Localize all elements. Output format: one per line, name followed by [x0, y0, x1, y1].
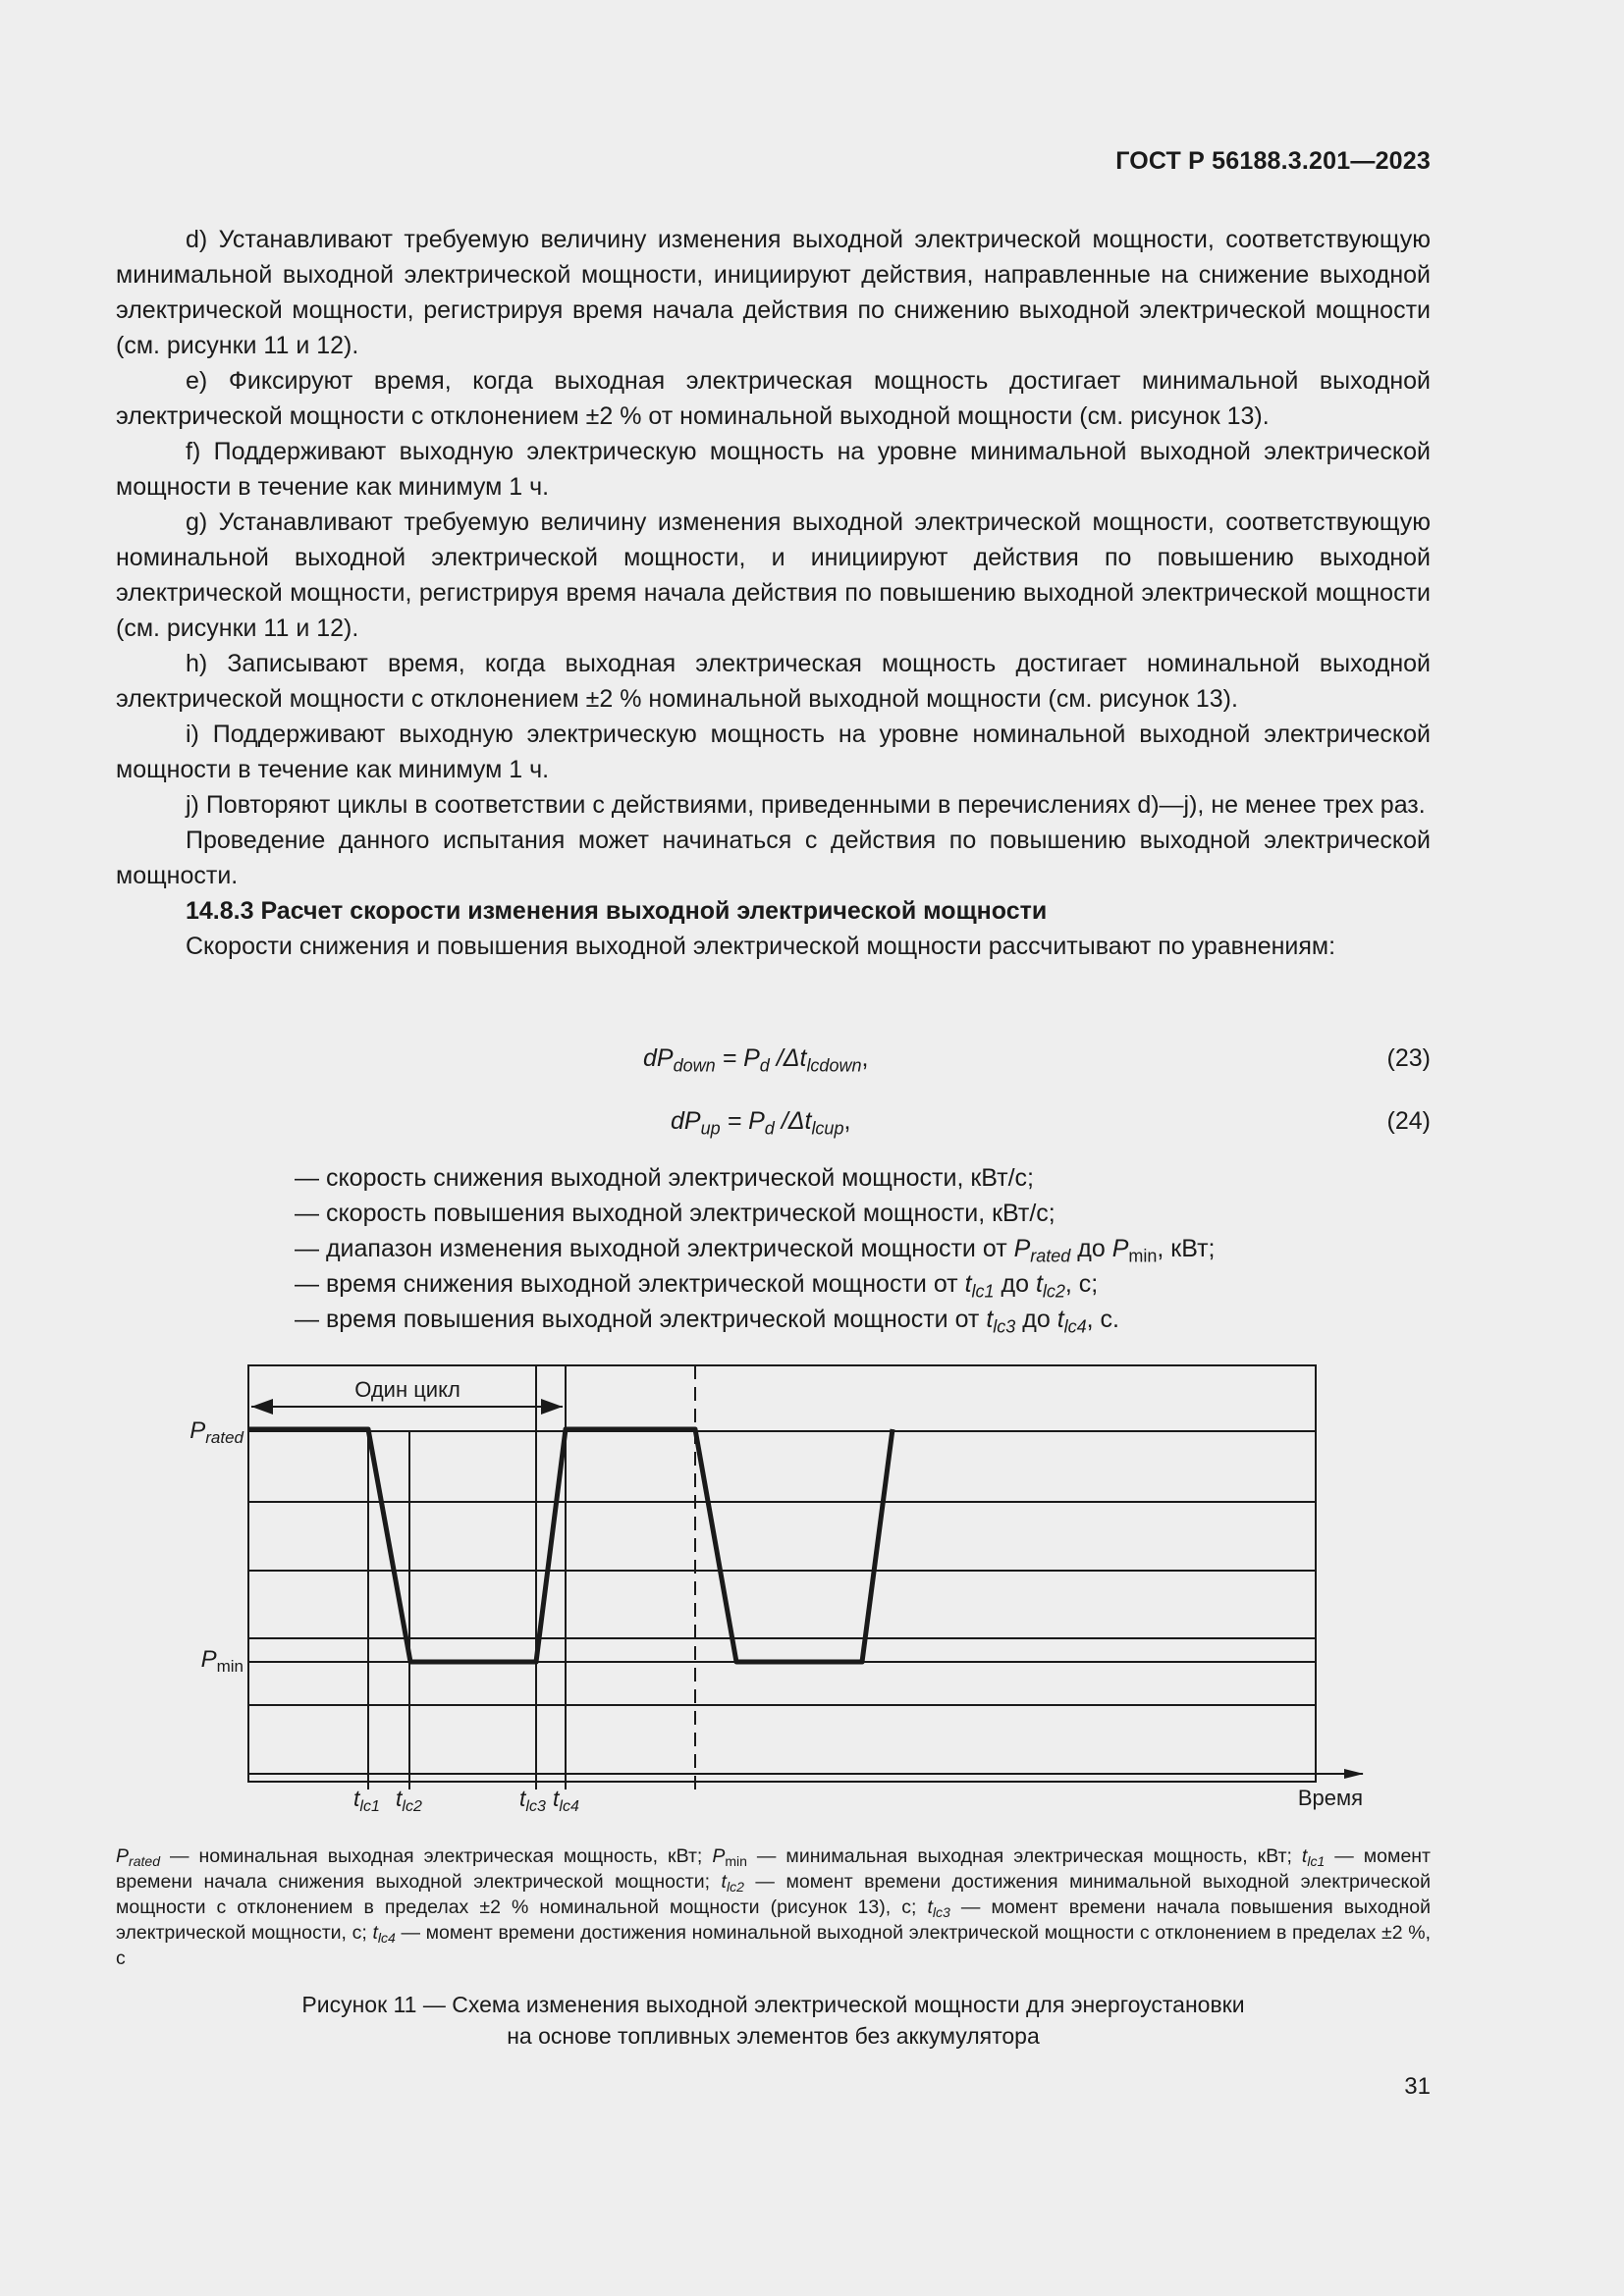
- power-cycle-figure: [167, 1355, 1375, 1816]
- figure-legend: $P_{rated}$ — номинальная выходная электрическая мощность, кВт; $P_{min}$ — минимальная выходная электрическая мощность, кВт; $t_{lc1}$ — момент времени начала снижения выходной электрической мощности; $t_{lc2}$ — момент времени достижения минимальной выходной электрической мощности с отклонением в пределах ±2 % номинальной мощности (рисунок 13), с; $t_{lc3}$ — момент времени начала повышения выходной электрической мощности, с; $t_{lc4}$ — момент времени достижения номинальной выходной электрической мощности с отклонением в пределах ±2 %, с: [116, 1845, 1432, 1969]
- y-label-pmin: $P_{min}$: [200, 1646, 244, 1676]
- document-header: ГОСТ Р 56188.3.201—2023: [1115, 147, 1431, 175]
- y-label-prated: $P_{rated}$: [189, 1417, 244, 1447]
- body-text: [116, 222, 1431, 964]
- equation-23: $dP_{down} = P_d$ $/\Delta t_{lcdown}$,: [643, 1044, 869, 1076]
- paragraph-h: h) Записывают время, когда выходная электрическая мощность достигает номинальной выходной электрической мощности с отклонением ±2 % номинальной выходной мощности (см. рисунок 13).: [116, 650, 1431, 713]
- power-profile-line: [248, 1429, 893, 1662]
- t-marker-lc2: $t_{lc2}$: [396, 1786, 422, 1815]
- page-number: 31: [1404, 2073, 1431, 2100]
- equation-24: $dP_{up} = P_d$ $/\Delta t_{lcup}$,: [671, 1107, 851, 1139]
- cycle-label: Один цикл: [354, 1377, 460, 1402]
- paragraph-start-note: Проведение данного испытания может начинаться с действия по повышению выходной электрической мощности.: [116, 827, 1431, 889]
- paragraph-f: f) Поддерживают выходную электрическую мощность на уровне минимальной выходной электрической мощности в течение как минимум 1 ч.: [116, 438, 1431, 501]
- t-marker-lc3: $t_{lc3}$: [519, 1786, 546, 1815]
- paragraph-i: i) Поддерживают выходную электрическую мощность на уровне номинальной выходной электрической мощности в течение как минимум 1 ч.: [116, 721, 1431, 783]
- x-axis-label: Время: [1297, 1786, 1363, 1810]
- t-marker-lc4: $t_{lc4}$: [553, 1786, 579, 1815]
- paragraph-j: j) Повторяют циклы в соответствии с действиями, приведенными в перечислениях d)—j), не менее трех раз.: [186, 791, 1426, 819]
- equation-24-number: (24): [1386, 1107, 1431, 1135]
- paragraph-e: e) Фиксируют время, когда выходная электрическая мощность достигает минимальной выходной электрической мощности с отклонением ±2 % от номинальной выходной мощности (см. рисунок 13).: [116, 367, 1431, 430]
- paragraph-g: g) Устанавливают требуемую величину изменения выходной электрической мощности, соответствующую номинальной выходной электрической мощности, и инициируют действия по повышению выходной электрической мощности, регистрируя время начала действия по повышению выходной электрической мощности (см. рисунки 11 и 12).: [116, 508, 1431, 642]
- t-marker-lc1: $t_{lc1}$: [353, 1786, 380, 1815]
- paragraph-d: d) Устанавливают требуемую величину изменения выходной электрической мощности, соответствующую минимальной выходной электрической мощности, инициируют действия, направленные на снижение выходной электрической мощности, регистрируя время начала действия по снижению выходной электрической мощности (см. рисунки 11 и 12).: [116, 226, 1431, 359]
- document-page: ГОСТ Р 56188.3.201—2023 d) Устанавливают требуемую величину изменения выходной электрической мощности, соответствующую минимальной выходной электрической мощности, инициируют действия, направленные на снижение выходной электрической мощности, регистрируя время начала действия по снижению выходной электрической мощности (см. рисунки 11 и 12). e) Фиксируют время, когда выходная электрическая мощность достигает минимальной выходной электрической мощности с отклонением ±2 % от номинальной выходной мощности (см. рисунок 13). f) Поддерживают выходную электрическую мощность на уровне минимальной выходной электрической мощности в течение как минимум 1 ч. g) Устанавливают требуемую величину изменения выходной электрической мощности, соответствующую номинальной выходной электрической мощности, и инициируют действия по повышению выходной электрической мощности, регистрируя время начала действия по повышению выходной электрической мощности (см. рисунки 11 и 12). h) Записывают время, когда выходная электрическая мощность достигает номинальной выходной электрической мощности с отклонением ±2 % номинальной выходной мощности (см. рисунок 13). i) Поддерживают выходную электрическую мощность на уровне номинальной выходной электрической мощности в течение как минимум 1 ч. j) Повторяют циклы в соответствии с действиями, приведенными в перечислениях d)—j), не менее трех раз. Проведение данного испытания может начинаться с действия по повышению выходной электрической мощности. 14.8.3 Расчет скорости изменения выходной электрической мощности Скорости снижения и повышения выходной электрической мощности рассчитывают по уравнениям: $dP_{down} = P_d$ $/\Delta t_{lcdown}$, (23) $dP_{up} = P_d$ $/\Delta t_{lcup}$, (24) — скорость снижения выходной электрической мощности, кВт/с; — скорость повышения выходной электрической мощности, кВт/с; — диапазон изменения выходной электрической мощности от $P_{rated}$ до $P_{min}$, кВт; — время снижения выходной электрической мощности от $t_{lc1}$ до $t_{lc2}$, с; — время повышения выходной электрической мощности от $t_{lc3}$ до $t_{lc4}$, с. Один цикл $P_{rated}$ $P_{min}$ $t_{lc1}$ $t_{lc2}$ $t_{lc3}$ $t_{lc4}$ Время $P_{rated}$ — номинальная выходная электрическая мощность, кВт; $P_{min}$ — минимальная выходная электрическая мощность, кВт; $t_{lc1}$ — момент времени начала снижения выходной электрической мощности; $t_{lc2}$ — момент времени достижения минимальной выходной электрической мощности с отклонением в пределах ±2 % номинальной мощности (рисунок 13), с; $t_{lc3}$ — момент времени начала повышения выходной электрической мощности, с; $t_{lc4}$ — момент времени достижения номинальной выходной электрической мощности с отклонением в пределах ±2 %, с Рисунок 11 — Схема изменения выходной электрической мощности для энергоустановки на основе топливных элементов без аккумулятора 31: [0, 0, 1624, 2296]
- section-heading: 14.8.3 Расчет скорости изменения выходной электрической мощности: [186, 897, 1048, 925]
- paragraph-intro: Скорости снижения и повышения выходной электрической мощности рассчитывают по уравнениям:: [186, 933, 1336, 960]
- figure-caption: Рисунок 11 — Схема изменения выходной электрической мощности для энергоустановки на основе топливных элементов без аккумулятора: [301, 1992, 1245, 2049]
- equation-23-number: (23): [1386, 1044, 1431, 1072]
